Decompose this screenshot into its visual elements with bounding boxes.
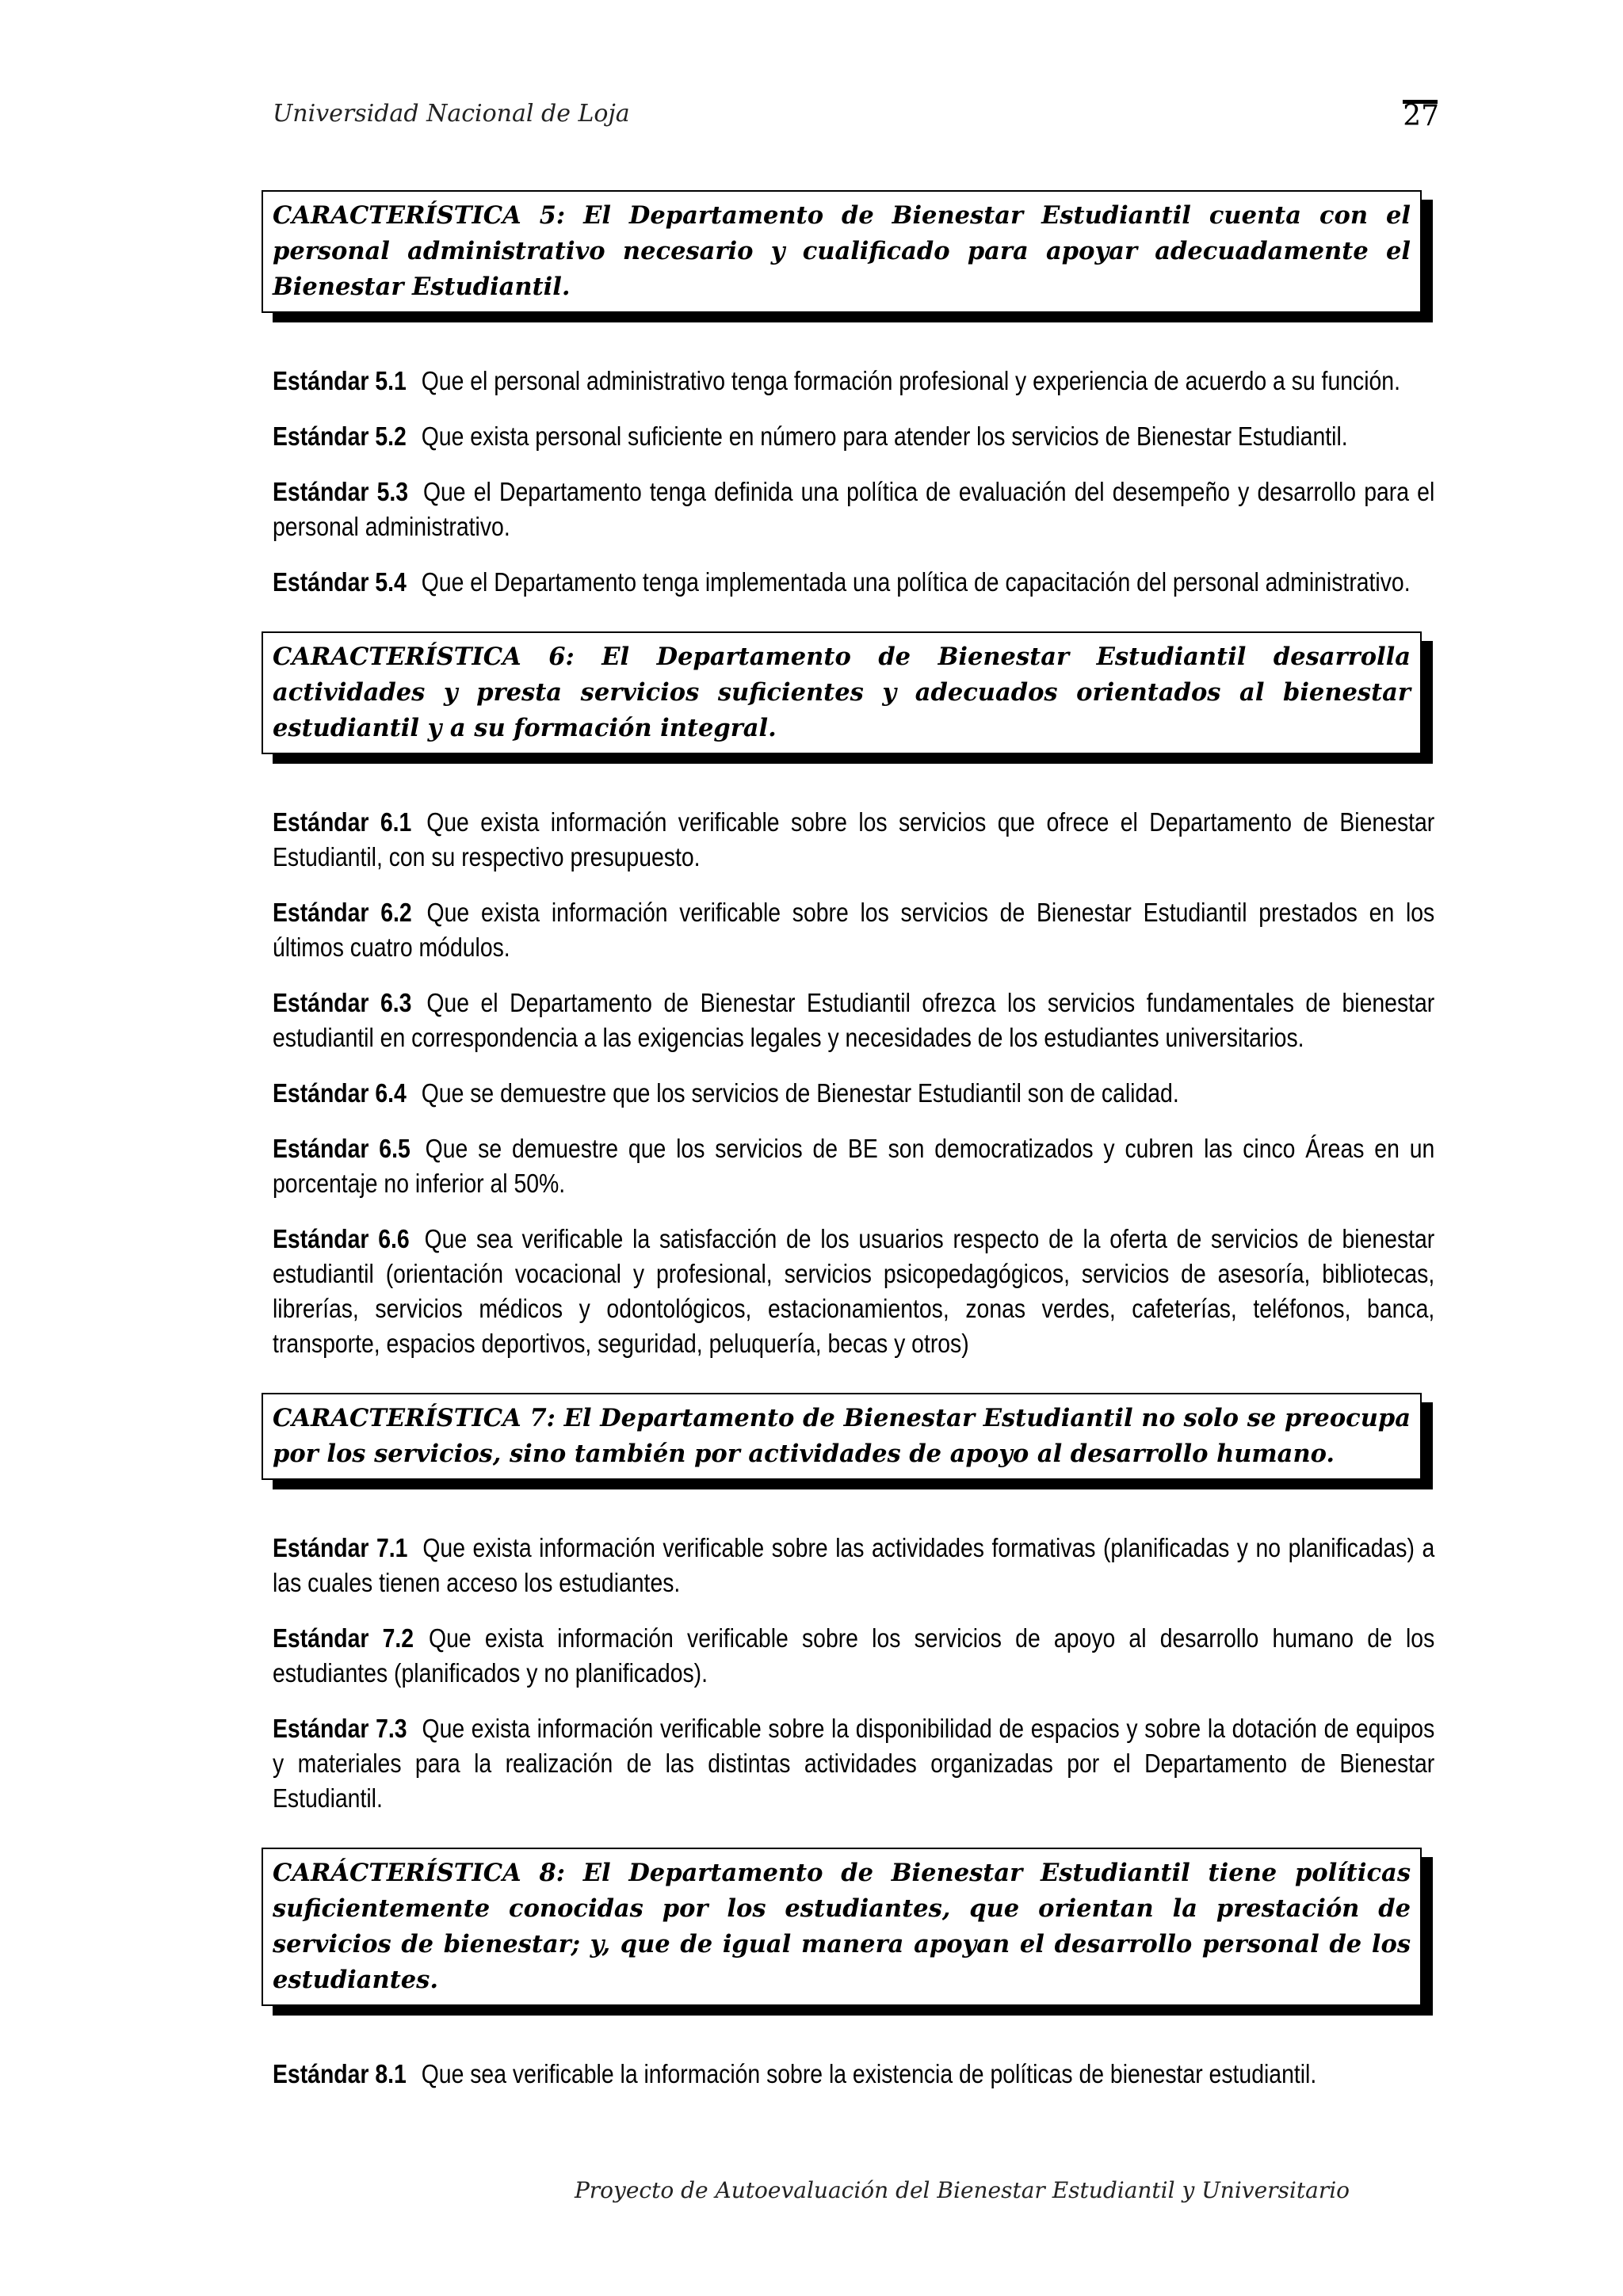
standard-label: Estándar 8.1 (273, 2059, 407, 2088)
standard-text: Que el Departamento tenga implementada una política de capacitación del personal administrativo. (421, 567, 1411, 597)
page-number: 27 (1403, 100, 1439, 132)
standard-text: Que se demuestre que los servicios de BE son democratizados y cubren las cinco Áreas en un porcentaje no inferior al 50%. (273, 1134, 1435, 1198)
standard-item (273, 1131, 1434, 1201)
standard-item (273, 565, 1434, 600)
standard-label: Estándar 6.5 (273, 1134, 411, 1163)
standard-label: Estándar 6.1 (273, 807, 412, 837)
characteristic-box: CARACTERÍSTICA 6: El Departamento de Bienestar Estudiantil desarrolla actividades y presta servicios suficientes y adecuados orientados al bienestar estudiantil y a su formación integral. (262, 631, 1422, 754)
standard-text: Que exista información verificable sobre la disponibilidad de espacios y sobre la dotación de equipos y materiales para la realización de las distintas actividades organizadas por el Departamento de Bienestar Estudiantil. (273, 1714, 1435, 1813)
running-footer: Proyecto de Autoevaluación del Bienestar Estudiantil y Universitario (574, 2177, 1350, 2203)
standard-label: Estándar 7.3 (273, 1714, 407, 1743)
standard-label: Estándar 6.6 (273, 1224, 410, 1253)
standard-text: Que sea verificable la satisfacción de los usuarios respecto de la oferta de servicios de bienestar estudiantil (orientación vocacional y profesional, servicios psicopedagógicos, servicios de asesoría, bibliotecas, librerías, servicios médicos y odontológicos, estacionamientos, zonas verdes, cafeterías, teléfonos, banca, transporte, espacios deportivos, seguridad, peluquería, becas y otros) (273, 1224, 1435, 1358)
standard-label: Estándar 6.4 (273, 1078, 407, 1108)
standard-item (273, 895, 1434, 965)
standard-text: Que se demuestre que los servicios de Bienestar Estudiantil son de calidad. (421, 1078, 1179, 1108)
standard-item (273, 475, 1434, 544)
running-header-title: Universidad Nacional de Loja (273, 100, 630, 128)
standard-label: Estándar 5.2 (273, 421, 407, 451)
standard-item (273, 2057, 1434, 2092)
standard-item (273, 986, 1434, 1055)
standard-item (273, 1621, 1434, 1691)
standard-label: Estándar 7.1 (273, 1533, 408, 1562)
characteristic-box: CARACTERÍSTICA 5: El Departamento de Bienestar Estudiantil cuenta con el personal administrativo necesario y cualificado para apoyar adecuadamente el Bienestar Estudiantil. (262, 190, 1422, 313)
standard-text: Que exista información verificable sobre los servicios que ofrece el Departamento de Bienestar Estudiantil, con su respectivo presupuesto. (273, 807, 1435, 871)
standard-text: Que el Departamento tenga definida una política de evaluación del desempeño y desarrollo para el personal administrativo. (273, 477, 1435, 541)
standard-label: Estándar 6.2 (273, 898, 412, 927)
standard-item (273, 1222, 1434, 1361)
standard-item (273, 419, 1434, 454)
standard-item (273, 1076, 1434, 1111)
standard-label: Estándar 5.3 (273, 477, 409, 506)
standard-text: Que el personal administrativo tenga formación profesional y experiencia de acuerdo a su función. (421, 366, 1400, 395)
standard-label: Estándar 5.1 (273, 366, 407, 395)
standard-text: Que sea verificable la información sobre la existencia de políticas de bienestar estudiantil. (421, 2059, 1317, 2088)
standard-item (273, 1711, 1434, 1816)
standard-item (273, 364, 1434, 399)
standard-item (273, 1531, 1434, 1600)
standard-text: Que el Departamento de Bienestar Estudiantil ofrezca los servicios fundamentales de bienestar estudiantil en correspondencia a las exigencias legales y necesidades de los estudiantes universitarios. (273, 988, 1435, 1052)
standard-text: Que exista información verificable sobre las actividades formativas (planificadas y no planificadas) a las cuales tienen acceso los estudiantes. (273, 1533, 1435, 1597)
characteristic-box: CARACTERÍSTICA 7: El Departamento de Bienestar Estudiantil no solo se preocupa por los servicios, sino también por actividades de apoyo al desarrollo humano. (262, 1393, 1422, 1480)
document-body (273, 190, 1434, 2112)
standard-text: Que exista información verificable sobre los servicios de Bienestar Estudiantil prestados en los últimos cuatro módulos. (273, 898, 1435, 962)
standard-label: Estándar 7.2 (273, 1623, 414, 1653)
standard-label: Estándar 6.3 (273, 988, 412, 1017)
standard-item (273, 805, 1434, 875)
characteristic-box: CARÁCTERÍSTICA 8: El Departamento de Bienestar Estudiantil tiene políticas suficientemente conocidas por los estudiantes, que orientan la prestación de servicios de bienestar; y, que de igual manera apoyan el desarrollo personal de los estudiantes. (262, 1848, 1422, 2006)
standard-label: Estándar 5.4 (273, 567, 407, 597)
standard-text: Que exista información verificable sobre los servicios de apoyo al desarrollo humano de los estudiantes (planificados y no planificados). (273, 1623, 1435, 1688)
standard-text: Que exista personal suficiente en número para atender los servicios de Bienestar Estudiantil. (421, 421, 1348, 451)
